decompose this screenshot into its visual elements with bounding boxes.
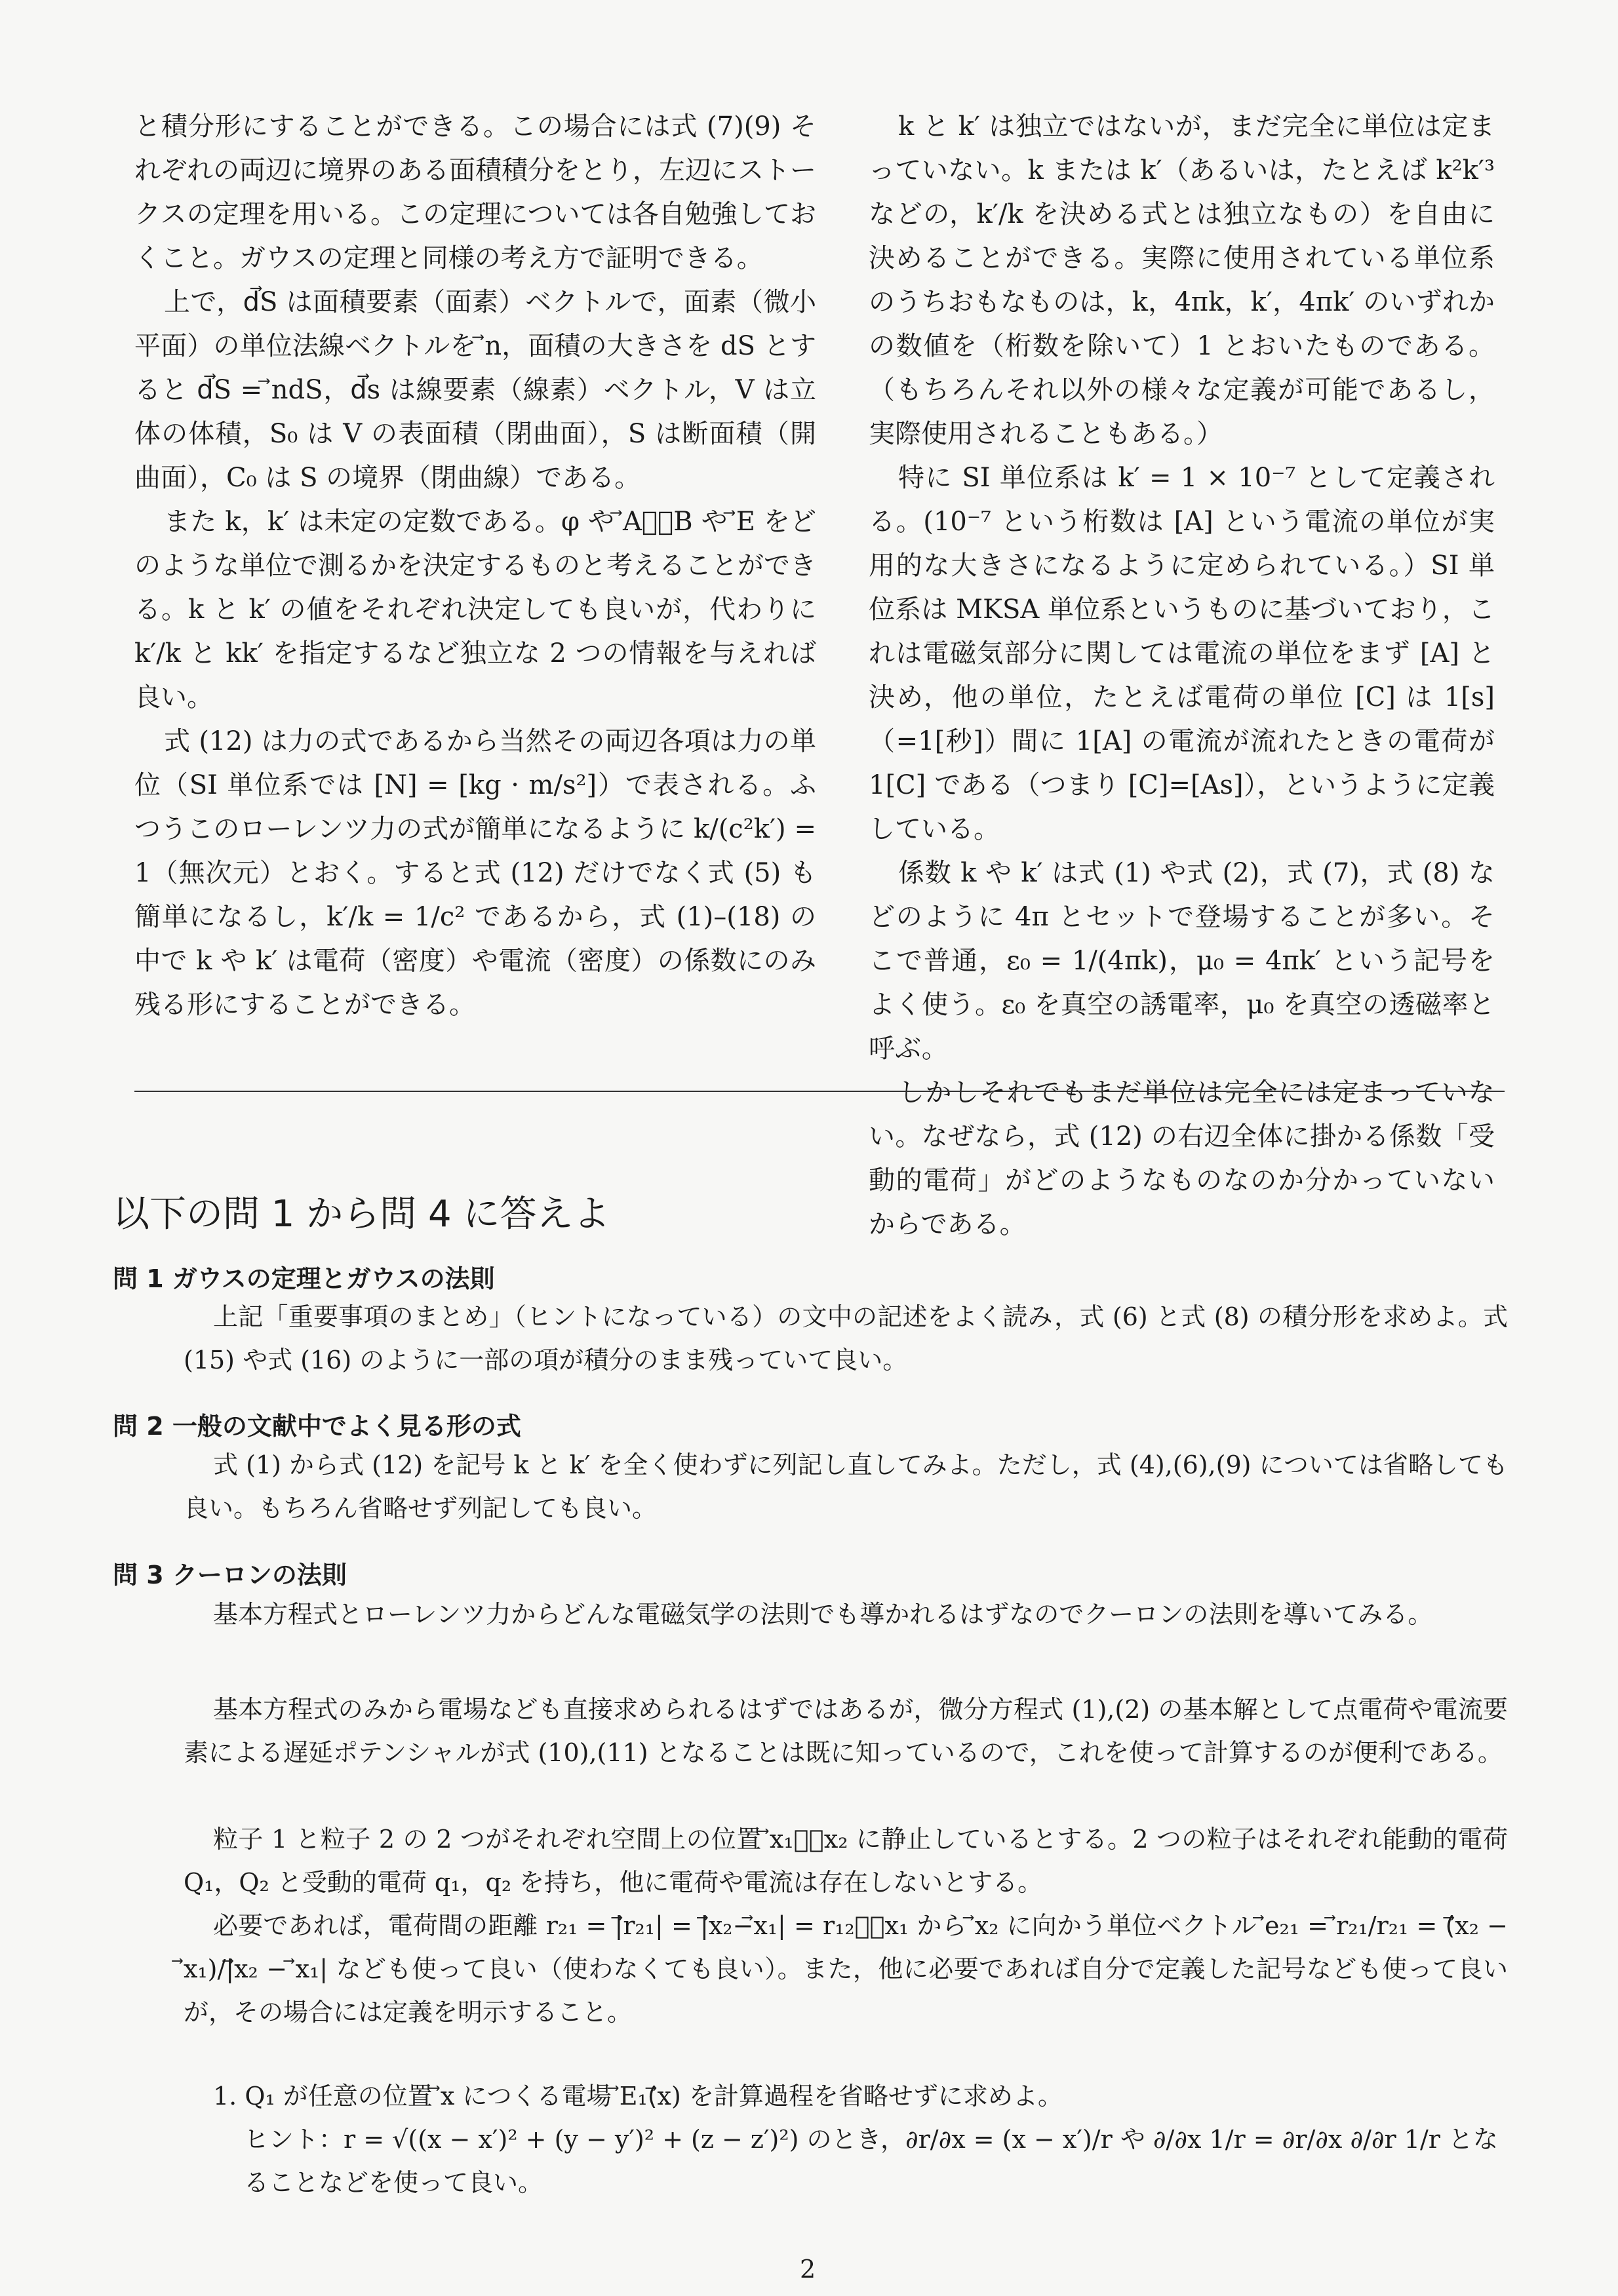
right-column [869,105,1495,1247]
left-paragraph-4: 式 (12) は力の式であるから当然その両辺各項は力の単位（SI 単位系では [N] = [kg · m/s²]）で表される。ふつうこのローレンツ力の式が簡単になるように k/(c²k′) = 1（無次元）とおく。すると式 (12) だけでなく式 (5) も簡単になるし，k′/k = 1/c² であるから，式 (1)–(18) の中で k や k′ は電荷（密度）や電流（密度）の係数にのみ残る形にすることができる。 [134,726,816,1020]
q3-title: 問 3 クーロンの法則 [113,1561,347,1589]
q2-title: 問 2 一般の文献中でよく見る形の式 [113,1412,521,1441]
section-title: 以下の問 1 から問 4 に答えよ [113,1193,610,1236]
q3-item-1: 1. Q₁ が任意の位置 ⃗x につくる電場 ⃗E₁(⃗x) を計算過程を省略せずに求めよ。 [213,2082,1063,2111]
q1-body: 上記「重要事項のまとめ」（ヒントになっている）の文中の記述をよく読み，式 (6) と式 (8) の積分形を求めよ。式 (15) や式 (16) のように一部の項が積分のまま残っていて良い。 [184,1302,1508,1374]
right-paragraph-2: 特に SI 単位系は k′ = 1 × 10⁻⁷ として定義される。(10⁻⁷ という桁数は [A] という電流の単位が実用的な大きさになるように定められている。）SI 単位系は MKSA 単位系というものに基づいており，これは電磁気部分に関しては電流の単位をまず [A] と決め，他の単位，たとえば電荷の単位 [C] は 1[s]（=1[秒]）間に 1[A] の電流が流れたときの電荷が 1[C] である（つまり [C]=[As]），というように定義している。 [869,463,1495,844]
right-paragraph-3: 係数 k や k′ は式 (1) や式 (2)，式 (7)，式 (8) などのように 4π とセットで登場することが多い。そこで普通，ε₀ = 1/(4πk)，μ₀ = 4πk′ という記号をよく使う。ε₀ を真空の誘電率，μ₀ を真空の透磁率と呼ぶ。 [869,858,1495,1064]
q2-body: 式 (1) から式 (12) を記号 k と k′ を全く使わずに列記し直してみよ。ただし，式 (4),(6),(9) については省略しても良い。もちろん省略せず列記しても良い。 [184,1450,1508,1523]
left-paragraph-1: と積分形にすることができる。この場合には式 (7)(9) それぞれの両辺に境界のある面積積分をとり，左辺にストークスの定理を用いる。この定理については各自勉強しておくこと。ガウスの定理と同様の考え方で証明できる。 [134,111,816,273]
left-paragraph-3: また k，k′ は未定の定数である。φ や ⃗A，⃗B や ⃗E をどのような単位で測るかを決定するものと考えることができる。k と k′ の値をそれぞれ決定しても良いが，代わりに k′/k と kk′ を指定するなど独立な 2 つの情報を与えれば良い。 [134,507,816,712]
left-column [134,105,816,1027]
q3-paragraph-1: 基本方程式のみから電場なども直接求められるはずではあるが，微分方程式 (1),(2) の基本解として点電荷や電流要素による遅延ポテンシャルが式 (10),(11) となることは既に知っているので，これを使って計算するのが便利である。 [184,1695,1508,1767]
q1-title: 問 1 ガウスの定理とガウスの法則 [113,1264,495,1293]
left-paragraph-2: 上で，d⃗S は面積要素（面素）ベクトルで，面素（微小平面）の単位法線ベクトルを ⃗n，面積の大きさを dS とすると d⃗S = ⃗ndS，d⃗s は線要素（線素）ベクトル，V は立体の体積，S₀ は V の表面積（閉曲面），S は断面積（開曲面），C₀ は S の境界（閉曲線）である。 [134,287,816,493]
section-divider [134,1091,1505,1092]
page-number: 2 [800,2255,816,2284]
q3-hint: ヒント：r = √((x − x′)² + (y − y′)² + (z − z′)²) のとき，∂r/∂x = (x − x′)/r や ∂/∂x 1/r = ∂r/∂x ∂/∂r 1/r となることなどを使って良い。 [244,2125,1499,2197]
q3-intro: 基本方程式とローレンツ力からどんな電磁気学の法則でも導かれるはずなのでクーロンの法則を導いてみる。 [213,1600,1433,1629]
right-paragraph-1: k と k′ は独立ではないが，まだ完全に単位は定まっていない。k または k′（あるいは，たとえば k²k′³ などの，k′/k を決める式とは独立なもの）を自由に決めることができる。実際に使用されている単位系のうちおもなものは，k，4πk，k′，4πk′ のいずれかの数値を（桁数を除いて）1 とおいたものである。（もちろんそれ以外の様々な定義が可能であるし，実際使用されることもある。） [869,111,1495,449]
right-paragraph-4: しかしそれでもまだ単位は完全には定まっていない。なぜなら，式 (12) の右辺全体に掛かる係数「受動的電荷」がどのようなものなのか分かっていないからである。 [869,1078,1495,1239]
q3-paragraph-3: 必要であれば，電荷間の距離 r₂₁ = |⃗r₂₁| = |⃗x₂−⃗x₁| = r₁₂，⃗x₁ から ⃗x₂ に向かう単位ベクトル ⃗e₂₁ = ⃗r₂₁/r₂₁ = (⃗x₂ − ⃗x₁)/|⃗x₂ − ⃗x₁| なども使って良い（使わなくても良い）。また，他に必要であれば自分で定義した記号なども使って良いが，その場合には定義を明示すること。 [184,1911,1508,2027]
q3-paragraph-2: 粒子 1 と粒子 2 の 2 つがそれぞれ空間上の位置 ⃗x₁，⃗x₂ に静止しているとする。2 つの粒子はそれぞれ能動的電荷 Q₁，Q₂ と受動的電荷 q₁，q₂ を持ち，他に電荷や電流は存在しないとする。 [184,1825,1508,1897]
